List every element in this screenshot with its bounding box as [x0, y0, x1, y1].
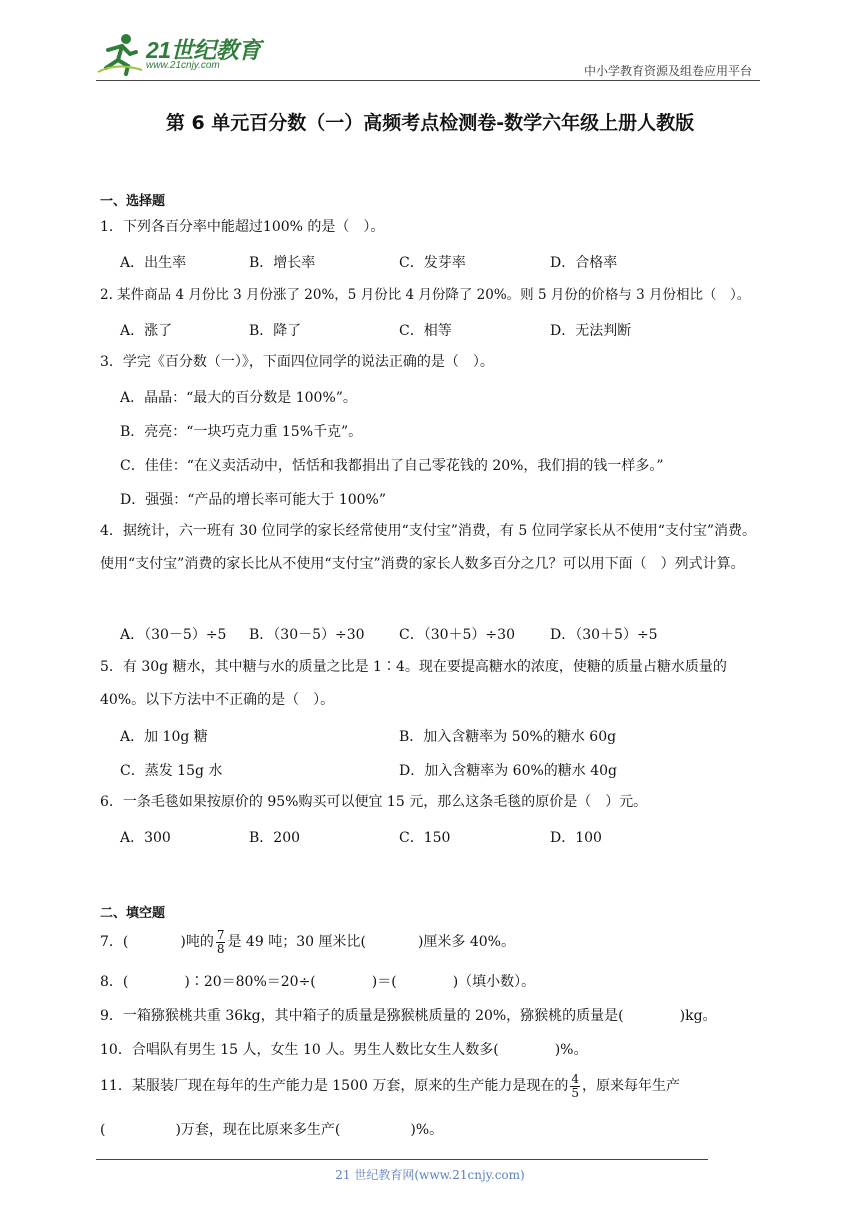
q7-fraction-denominator: 8: [216, 941, 225, 956]
q7-text-3: 是 49 吨；30 厘米比(: [227, 934, 366, 950]
section-fill-heading: 二、填空题: [100, 906, 166, 921]
site-logo: [96, 30, 266, 80]
q1-option-a: A．出生率: [120, 255, 187, 271]
question-7: [100, 926, 760, 959]
question-8: 8．( )∶20＝80%＝20÷( )＝( )（填小数）。: [100, 974, 536, 990]
q7-text-2: )吨的: [180, 934, 214, 950]
question-4-stem: 4．据统计，六一班有 30 位同学的家长经常使用“支付宝”消费，有 5 位同学家长从不使用“支付宝”消费。使用“支付宝”消费的家长比从不使用“支付宝”消费的家长人数多百分之几？可以用下面（ ）列式计算。: [100, 523, 757, 572]
q2-option-c: C．相等: [399, 323, 452, 339]
q5-option-d: D．加入含糖率为 60%的糖水 40g: [399, 763, 618, 779]
q11-fraction: [570, 1073, 580, 1100]
q1-option-c: C．发芽率: [399, 255, 466, 271]
question-5-stem: 5．有 30g 糖水，其中糖与水的质量之比是 1∶4。现在要提高糖水的浓度，使糖的质量占糖水质量的 40%。以下方法中不正确的是（ ）。: [100, 659, 727, 708]
question-9: 9．一箱猕猴桃共重 36kg，其中箱子的质量是猕猴桃质量的 20%，猕猴桃的质量是( )kg。: [100, 1008, 717, 1024]
question-2-stem: 2. 某件商品 4 月份比 3 月份涨了 20%，5 月份比 4 月份降了 20%。则 5 月份的价格与 3 月份相比（ ）。: [100, 287, 751, 303]
q7-fraction-numerator: 7: [216, 927, 225, 942]
q2-option-a: A．涨了: [120, 323, 173, 339]
question-3-stem: 3．学完《百分数（一）》，下面四位同学的说法正确的是（ ）。: [100, 354, 494, 370]
page-title: 第 6 单元百分数（一）高频考点检测卷-数学六年级上册人教版: [165, 112, 695, 134]
footer-divider: [96, 1159, 708, 1160]
question-1-stem: 1．下列各百分率中能超过100% 的是（ ）。: [100, 219, 385, 235]
logo-text: 21世纪教育: [146, 37, 261, 63]
footer-text: 21 世纪教育网(www.21cnjy.com): [335, 1168, 525, 1182]
q5-option-b: B．加入含糖率为 50%的糖水 60g: [399, 729, 617, 745]
question-11-line-2: ( )万套，现在比原来多生产( )%。: [100, 1122, 444, 1138]
q4-option-c: C．（30＋5）÷30: [399, 627, 515, 643]
q4-option-d: D．（30＋5）÷5: [550, 627, 658, 643]
q2-option-d: D．无法判断: [550, 323, 632, 339]
q11-text-1: 11．某服装厂现在每年的生产能力是 1500 万套，原来的生产能力是现在的: [100, 1078, 569, 1094]
q4-option-a: A．（30－5）÷5: [120, 627, 227, 643]
header-divider: [96, 80, 760, 81]
q1-option-b: B．增长率: [249, 255, 316, 271]
q11-fraction-numerator: 4: [571, 1071, 579, 1086]
q5-option-c: C．蒸发 15g 水: [120, 763, 223, 779]
section-choice-heading: 一、选择题: [100, 194, 166, 209]
q11-text-2: ，原来每年生产: [581, 1078, 680, 1094]
q3-option-c: C．佳佳：“在义卖活动中，恬恬和我都捐出了自己零花钱的 20%，我们捐的钱一样多。”: [120, 458, 664, 474]
q7-text-4: )厘米多 40%。: [417, 934, 515, 950]
q7-fraction: [216, 929, 226, 956]
q1-option-d: D．合格率: [550, 255, 618, 271]
q3-option-b: B．亮亮：“一块巧克力重 15%千克”。: [120, 424, 363, 440]
question-6-stem: 6．一条毛毯如果按原价的 95%购买可以便宜 15 元，那么这条毛毯的原价是（ ）元。: [100, 794, 648, 810]
question-10: 10．合唱队有男生 15 人，女生 10 人。男生人数比女生人数多( )%。: [100, 1042, 588, 1058]
q6-option-a: A．300: [120, 830, 171, 846]
q5-option-a: A．加 10g 糖: [120, 729, 208, 745]
logo-url: www.21cnjy.com: [146, 60, 220, 71]
q4-option-b: B．（30－5）÷30: [249, 627, 365, 643]
q3-option-a: A．晶晶：“最大的百分数是 100%”。: [120, 390, 357, 406]
runner-logo-icon: [96, 32, 144, 76]
platform-name: 中小学教育资源及组卷应用平台: [583, 64, 752, 78]
q11-fraction-denominator: 5: [571, 1085, 579, 1100]
q6-option-c: C．150: [399, 830, 451, 846]
q2-option-b: B．降了: [249, 323, 302, 339]
q3-option-d: D．强强：“产品的增长率可能大于 100%”: [120, 492, 387, 508]
q7-text-1: 7．(: [100, 934, 129, 950]
question-11-line-1: [100, 1070, 760, 1103]
q6-option-d: D．100: [550, 830, 602, 846]
q6-option-b: B．200: [249, 830, 301, 846]
